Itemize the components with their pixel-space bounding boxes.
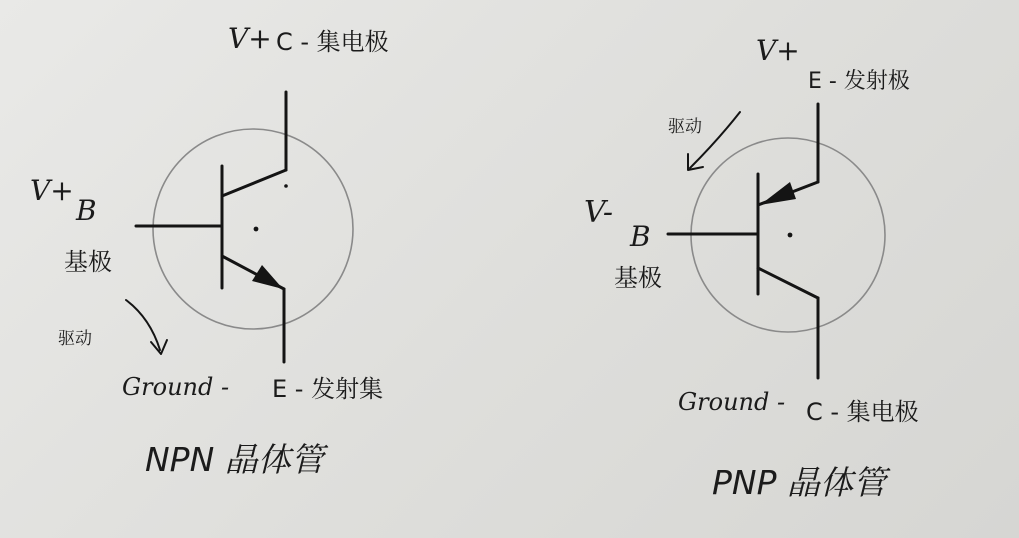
npn-title: NPN 晶体管 [145, 440, 324, 479]
pnp-base-letter-label: B [630, 220, 651, 253]
pnp-emitter-label: E - 发射极 [808, 69, 910, 94]
npn-dot-small [284, 184, 288, 188]
npn-emitter-arrow [252, 265, 283, 289]
pnp-base-name-label: 基极 [614, 264, 662, 292]
pnp-ground-label: Ground - [678, 388, 786, 416]
npn-center-dot [254, 227, 259, 232]
pnp-supply-top-label: V+ [756, 34, 800, 67]
npn-body-circle [153, 129, 353, 329]
npn-transistor [30, 22, 389, 479]
pnp-transistor [584, 34, 919, 502]
npn-collector-diagonal [222, 170, 286, 196]
npn-base-letter-label: B [76, 194, 97, 227]
npn-drive-arrow-line [126, 300, 160, 350]
npn-emitter-label: E - 发射集 [272, 375, 384, 403]
npn-base-name-label: 基极 [64, 248, 112, 276]
pnp-collector-diagonal [758, 268, 818, 298]
npn-supply-top-label: V+ [228, 22, 272, 55]
pnp-emitter-arrow [760, 182, 796, 205]
pnp-drive-label: 驱动 [668, 117, 702, 137]
npn-collector-label: C - 集电极 [276, 28, 389, 56]
npn-ground-label: Ground - [122, 373, 230, 401]
pnp-center-dot [788, 233, 793, 238]
npn-base-supply-label: V+ [30, 174, 74, 207]
npn-drive-label: 驱动 [58, 329, 92, 349]
pnp-title: PNP 晶体管 [712, 463, 886, 502]
pnp-base-supply-label: V- [584, 195, 614, 230]
pnp-collector-label: C - 集电极 [806, 398, 919, 426]
